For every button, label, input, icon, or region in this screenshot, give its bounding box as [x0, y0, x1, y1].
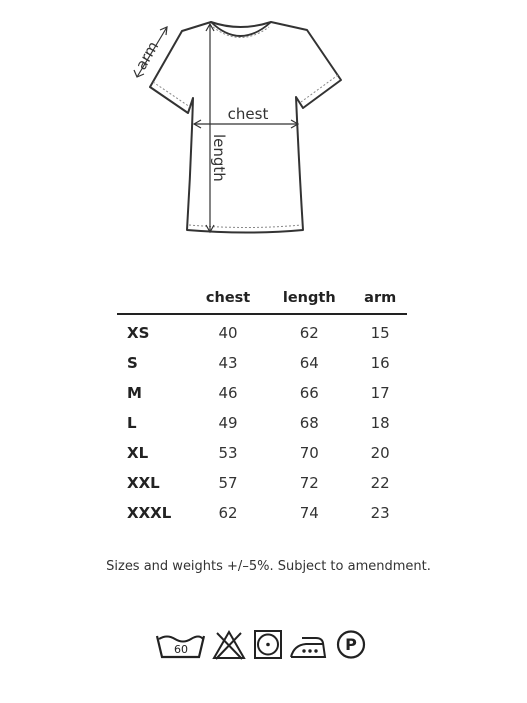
- size-cell: M: [127, 384, 142, 402]
- arm-cell: 16: [370, 354, 390, 372]
- chest-label: chest: [227, 105, 269, 123]
- tshirt-diagram: [0, 0, 527, 254]
- header-size: [117, 283, 191, 314]
- header-arm: arm: [353, 283, 407, 314]
- length-cell: 70: [299, 444, 319, 462]
- header-chest: chest: [191, 283, 265, 314]
- table-row: [117, 468, 407, 498]
- arm-cell: 18: [370, 414, 390, 432]
- size-cell: XL: [127, 444, 149, 462]
- size-table: [117, 283, 407, 528]
- no-bleach-icon: [211, 627, 247, 663]
- chest-cell: 43: [218, 354, 238, 372]
- arm-label: arm: [131, 38, 163, 73]
- length-cell: 66: [299, 384, 319, 402]
- size-cell: L: [127, 414, 137, 432]
- length-cell: 68: [299, 414, 319, 432]
- chest-cell: 40: [218, 324, 238, 342]
- header-length: length: [265, 283, 353, 314]
- table-row: [117, 314, 407, 348]
- arm-cell: 17: [370, 384, 390, 402]
- dry-clean-letter: P: [345, 635, 357, 654]
- length-cell: 64: [299, 354, 319, 372]
- chest-cell: 57: [218, 474, 238, 492]
- table-header-row: [117, 283, 407, 314]
- arm-cell: 15: [370, 324, 390, 342]
- table-row: [117, 438, 407, 468]
- arm-cell: 20: [370, 444, 390, 462]
- tumble-dry-icon: [253, 627, 283, 663]
- arm-cell: 23: [370, 504, 390, 522]
- chest-cell: 53: [218, 444, 238, 462]
- dry-clean-p-icon: [335, 627, 367, 663]
- chest-cell: 62: [218, 504, 238, 522]
- length-label: length: [210, 134, 228, 182]
- size-cell: XS: [127, 324, 150, 342]
- table-row: [117, 498, 407, 528]
- wash-temp-label: 60: [174, 643, 188, 656]
- iron-icon: [288, 627, 328, 663]
- chest-cell: 49: [218, 414, 238, 432]
- size-cell: XXXL: [127, 504, 172, 522]
- length-cell: 62: [299, 324, 319, 342]
- length-cell: 72: [299, 474, 319, 492]
- table-row: [117, 408, 407, 438]
- table-row: [117, 378, 407, 408]
- arm-cell: 22: [370, 474, 390, 492]
- chest-cell: 46: [218, 384, 238, 402]
- care-symbols: [155, 627, 370, 663]
- table-row: [117, 348, 407, 378]
- size-cell: XXL: [127, 474, 160, 492]
- tshirt-outline: [150, 22, 341, 233]
- length-cell: 74: [299, 504, 319, 522]
- wash-60-icon: [155, 627, 205, 663]
- size-cell: S: [127, 354, 138, 372]
- footnote: Sizes and weights +/–5%. Subject to amendment.: [106, 559, 431, 574]
